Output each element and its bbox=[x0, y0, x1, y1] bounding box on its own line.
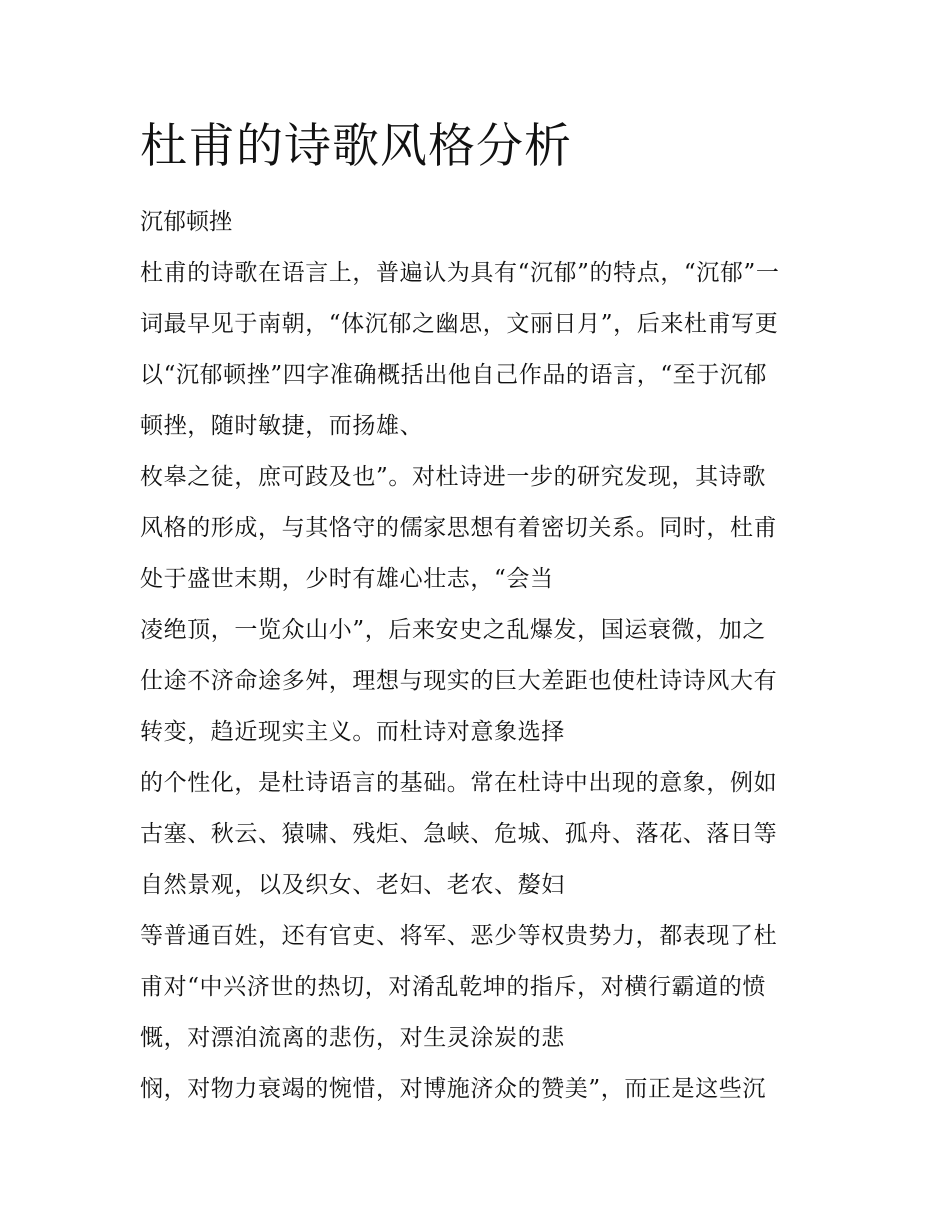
text-line: 自然景观，以及织女、老妇、老农、嫠妇 bbox=[140, 872, 565, 898]
text-line: 杜甫的诗歌在语言上，普遍认为具有“沉郁”的特点，“沉郁”一 bbox=[140, 260, 780, 286]
text-line: 处于盛世末期，少时有雄心壮志，“会当 bbox=[140, 566, 554, 592]
body-text bbox=[140, 253, 820, 1120]
document-title: 杜甫的诗歌风格分析 bbox=[140, 119, 572, 174]
text-line: 古塞、秋云、猿啸、残炬、急峡、危城、孤舟、落花、落日等 bbox=[140, 821, 778, 847]
text-line: 顿挫，随时敏捷，而扬雄、 bbox=[140, 413, 424, 439]
text-line: 枚皋之徒，庶可跂及也”。对杜诗进一步的研究发现，其诗歌 bbox=[140, 464, 766, 490]
text-line: 仕途不济命途多舛，理想与现实的巨大差距也使杜诗诗风大有 bbox=[140, 668, 778, 694]
text-line: 甫对“中兴济世的热切，对淆乱乾坤的指斥，对横行霸道的愤 bbox=[140, 974, 766, 1000]
text-line: 凌绝顶，一览众山小”，后来安史之乱爆发，国运衰微，加之 bbox=[140, 617, 766, 643]
text-line: 以“沉郁顿挫”四字准确概括出他自己作品的语言，“至于沉郁 bbox=[140, 362, 768, 388]
text-line: 慨，对漂泊流离的悲伤，对生灵涂炭的悲 bbox=[140, 1025, 565, 1051]
text-line: 悯，对物力衰竭的惋惜，对博施济众的赞美”，而正是这些沉 bbox=[140, 1076, 766, 1102]
section-heading: 沉郁顿挫 bbox=[140, 209, 232, 235]
text-line: 的个性化，是杜诗语言的基础。常在杜诗中出现的意象，例如 bbox=[140, 770, 778, 796]
text-line: 风格的形成，与其恪守的儒家思想有着密切关系。同时，杜甫 bbox=[140, 515, 778, 541]
text-line: 等普通百姓，还有官吏、将军、恶少等权贵势力，都表现了杜 bbox=[140, 923, 778, 949]
text-line: 词最早见于南朝，“体沉郁之幽思，文丽日月”，后来杜甫写更 bbox=[140, 311, 779, 337]
text-line: 转变，趋近现实主义。而杜诗对意象选择 bbox=[140, 719, 565, 745]
